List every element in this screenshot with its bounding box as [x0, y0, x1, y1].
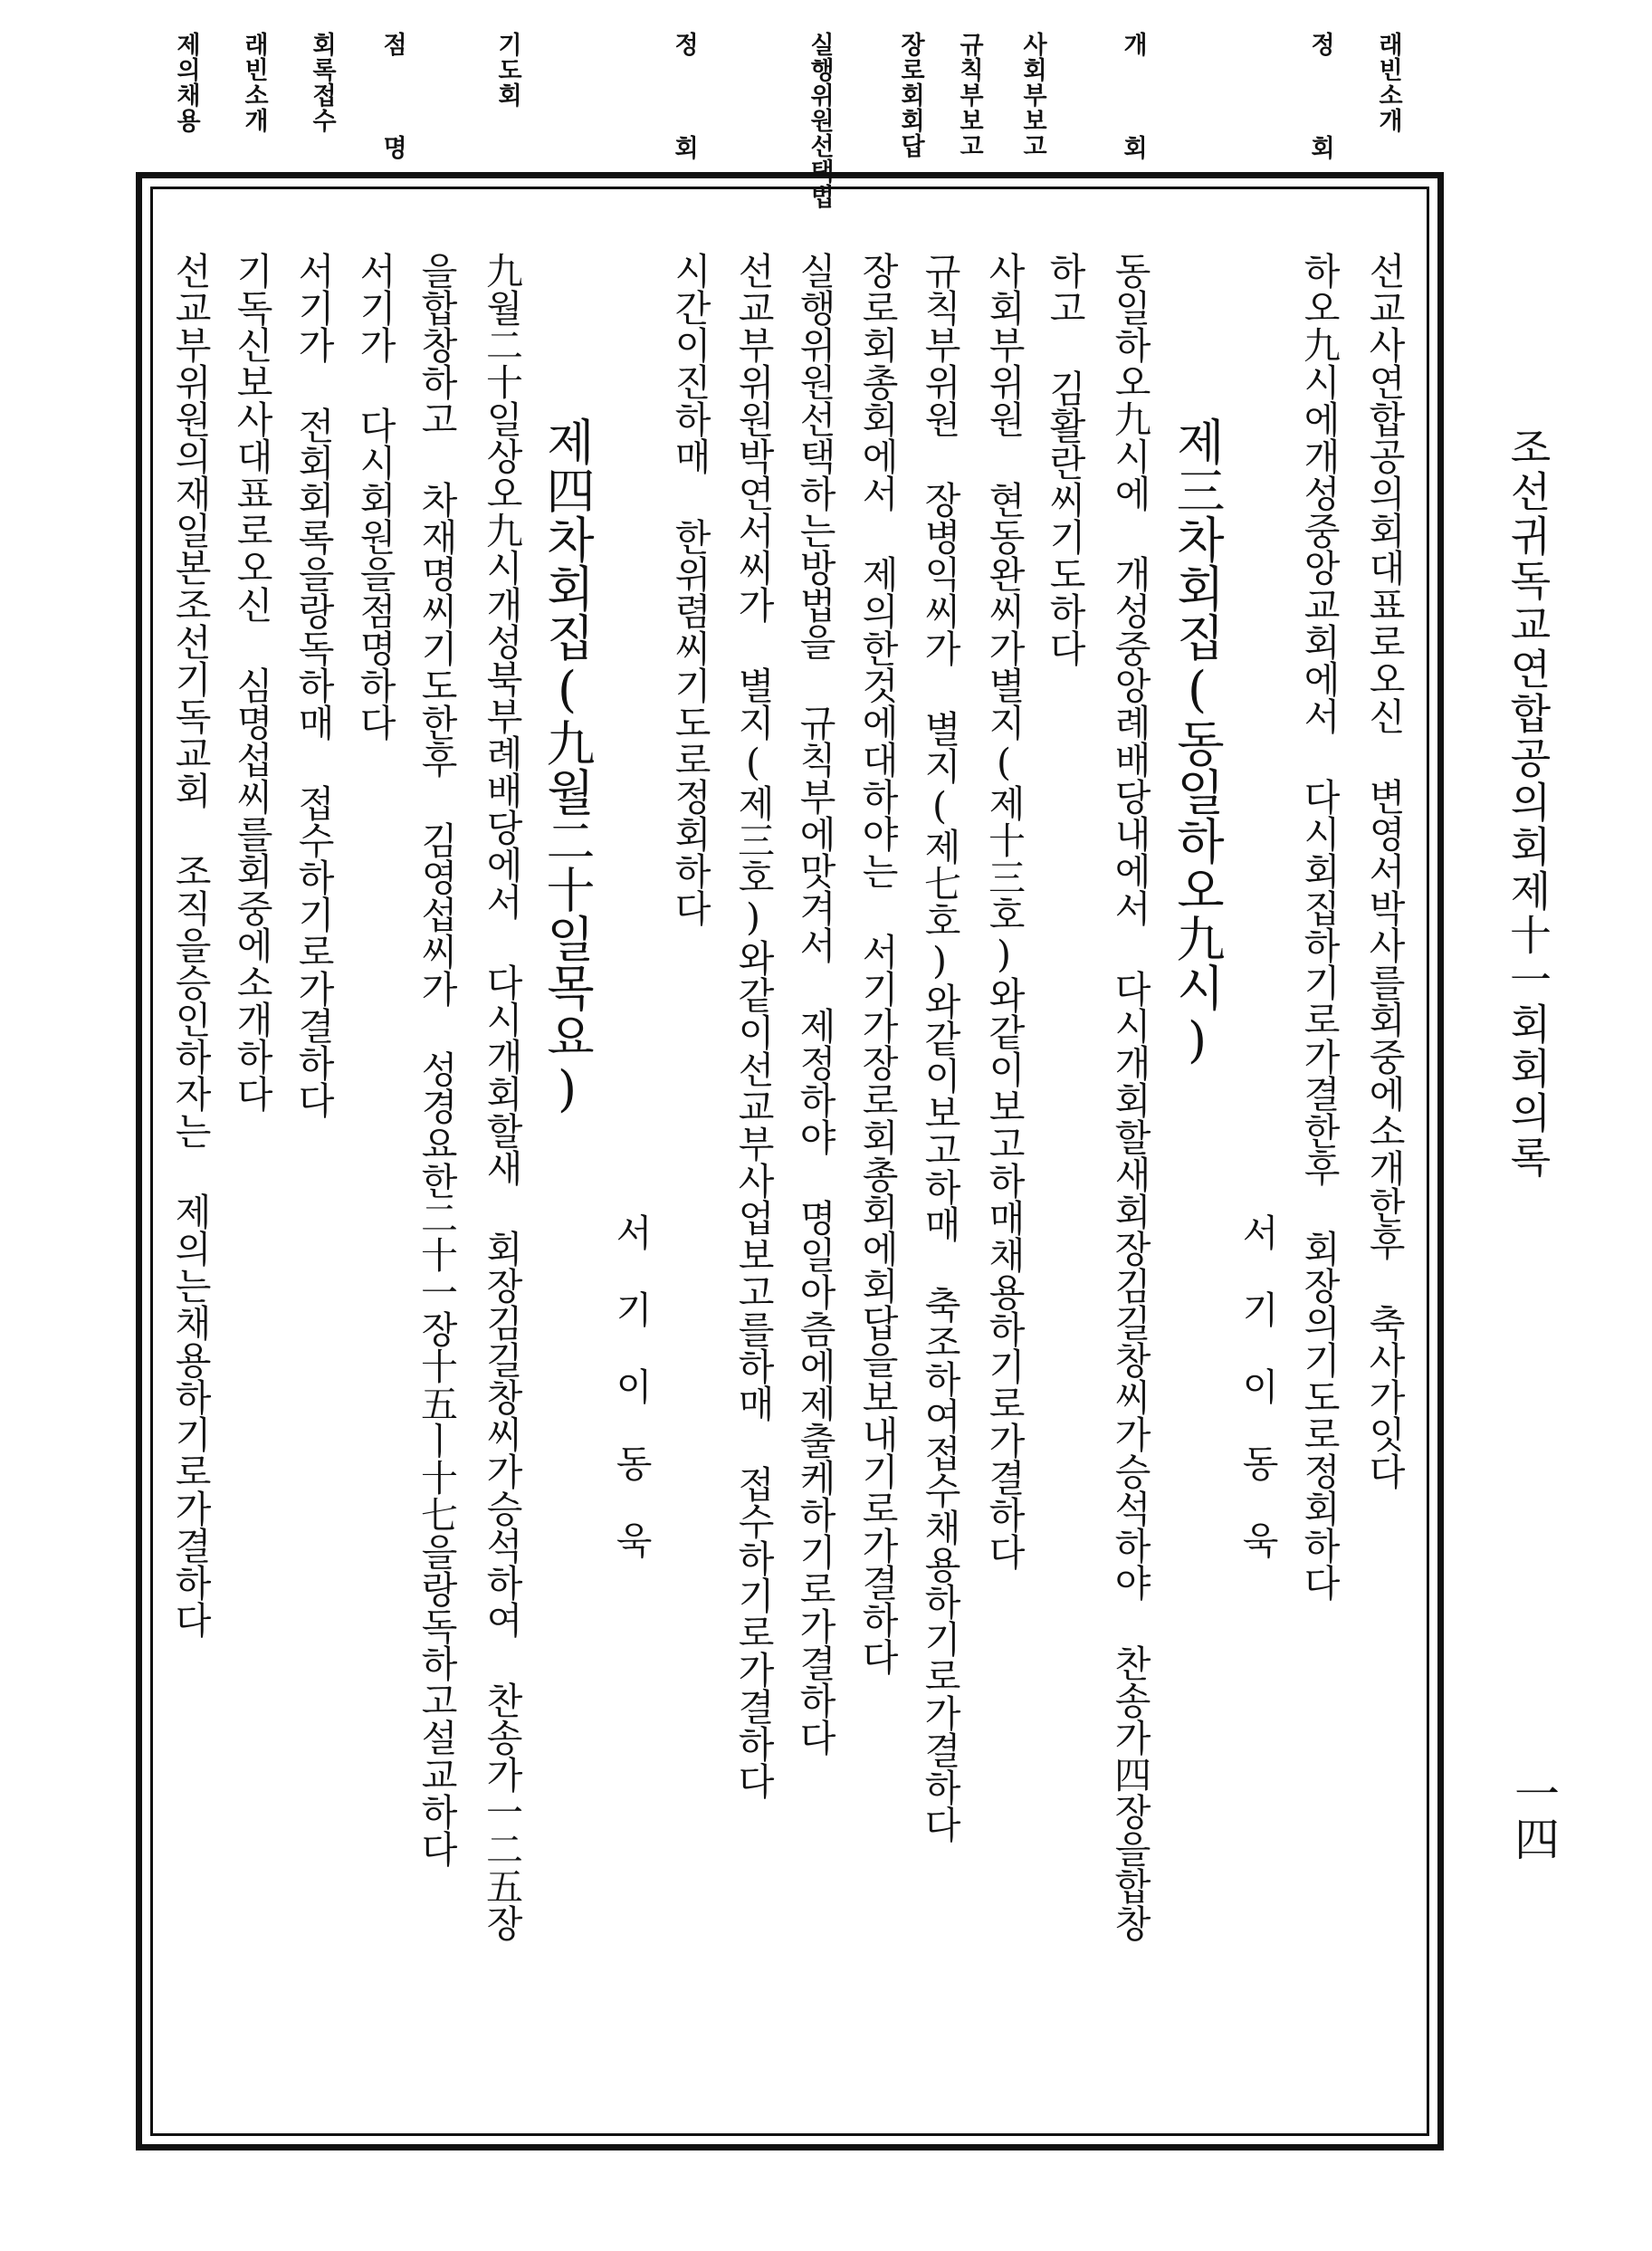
session-heading: 제三차회집(동일하오九시)	[1169, 417, 1226, 1068]
margin-note: 점 명	[378, 32, 406, 185]
page-number: 一四	[1507, 1770, 1560, 1861]
text-line: 기독신보사대표로오신 심명섭씨를회중에소개하다	[230, 252, 273, 1112]
text-line: 실행위원선택하는방법을 규칙부에맛겨서 제정하야 명일아츰에제출케하기로가결하다	[793, 252, 836, 1756]
running-title: 조선귀독교연합공의회제十一회회의록	[1504, 426, 1552, 1180]
margin-note: 개 회	[1119, 32, 1147, 185]
text-line: 하오九시에개성중앙교회에서 다시회집하기로가결한후 회장의기도로정회하다	[1297, 252, 1341, 1601]
text-line: 선교사연합공의회대표로오신 변영서박사를회중에소개한후 축사가잇다	[1362, 252, 1406, 1489]
text-line: 서기가 다시회원을점명하다	[353, 252, 396, 741]
text-line: 을합창하고 차재명씨기도한후 김영섭씨가 성경요한二十一장十五ㅣ十七을랑독하고설교하다	[415, 252, 458, 1867]
margin-note: 실행위원선택법	[806, 32, 834, 209]
margin-note: 정 회	[1306, 32, 1334, 185]
margin-note: 장로회회답	[896, 32, 924, 158]
signature: 서기이동욱	[609, 1213, 653, 1598]
text-line: 동일하오九시에 개성중앙례배당내에서 다시개회할새회장김길창씨가승석하야 찬송가四장을합창	[1108, 252, 1151, 1941]
session-heading: 제四차회집(九월二十일목요)	[539, 417, 596, 1117]
text-line: 장로회총회에서 제의한것에대하야는 서기가장로회총회에회답을보내기로가결하다	[855, 252, 899, 1675]
text-line: 시간이진하매 한위렴씨기도로정회하다	[668, 252, 711, 926]
text-line: 규칙부위원 장병익씨가 별지(제七호)와같이보고하매 축조하여접수채용하기로가결하다	[918, 252, 961, 1843]
margin-note: 래빈소개	[1374, 32, 1402, 133]
page-frame-inner	[150, 187, 1429, 2136]
margin-note: 기도회	[493, 32, 521, 108]
margin-note: 래빈소개	[240, 32, 268, 133]
text-line: 사회부위원 현동완씨가별지(제十三호)와같이보고하매채용하기로가결하다	[982, 252, 1026, 1570]
margin-note: 회록접수	[308, 32, 336, 133]
signature: 서기이동욱	[1236, 1213, 1279, 1598]
text-line: 서기가 전회회록을랑독하매 접수하기로가결하다	[291, 252, 335, 1118]
margin-note: 사회부보고	[1018, 32, 1046, 158]
text-line: 하고 김활란씨기도하다	[1043, 252, 1086, 666]
text-line: 九월二十일상오九시개성북부례배당에서 다시개회할새 회장김길창씨가승석하여 찬송가一二五장	[480, 252, 523, 1941]
text-line: 선교부위원박연서씨가 별지(제三호)와같이선교부사업보고를하매 접수하기로가결하다	[731, 252, 775, 1799]
text-line: 선교부위원의재일본조선기독교회 조직을승인하자는 제의는채용하기로가결하다	[168, 252, 212, 1638]
margin-note: 제의채용	[172, 32, 200, 133]
margin-note: 규칙부보고	[955, 32, 983, 158]
margin-note: 정 회	[670, 32, 698, 185]
